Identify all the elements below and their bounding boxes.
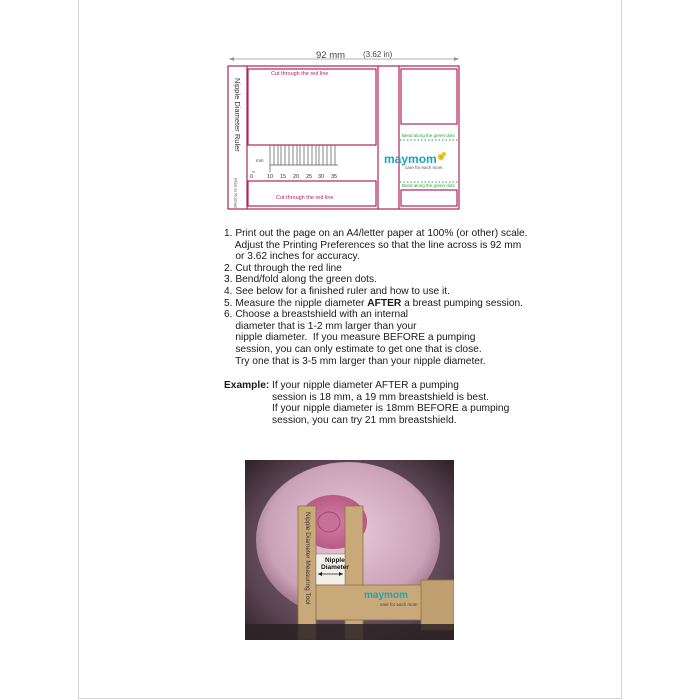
ruler-side-title: Nipple Diameter Ruler (233, 78, 242, 152)
cut-window-bottom (248, 181, 376, 206)
instruction-line-1: 1. Print out the page on an A4/letter paper at 100% (or other) scale. (224, 228, 528, 239)
instruction-line-1c: or 3.62 inches for accuracy. (224, 251, 360, 263)
nipple-shape (318, 512, 340, 532)
tick-label-20: 20 (293, 174, 300, 180)
tool-title-label: Nipple Diameter Measuring Tool (304, 512, 311, 605)
photo-brand-tagline: care for each mom (380, 602, 418, 607)
photo-illustration (245, 460, 454, 640)
example-line-3: If your nipple diameter is 18mm BEFORE a pumping (272, 403, 510, 415)
ruler-scale (252, 145, 338, 172)
width-mm-label: 92 mm (316, 50, 346, 61)
tick-label-25: 25 (306, 174, 313, 180)
dimension-arrow-left (229, 57, 234, 61)
photo-brand-logo: maymom (364, 590, 408, 601)
cut-label-bottom: Cut through the red line (276, 195, 334, 201)
instruction-line-3: 3. Bend/fold along the green dots. (224, 274, 377, 286)
cut-window-top (248, 69, 376, 145)
width-inch-label: (3.62 in) (363, 50, 393, 59)
ruler-brand-tagline: care for each mom (405, 165, 443, 170)
example-label: Example: (224, 380, 270, 391)
flap-window-bottom (401, 190, 457, 206)
tick-label-10: 10 (267, 174, 274, 180)
cut-label-top: Cut through the red line (271, 71, 329, 77)
tick-label-30: 30 (318, 174, 325, 180)
tick-label-35: 35 (331, 174, 338, 180)
instruction-line-6b: diameter that is 1-2 mm larger than your (224, 320, 417, 332)
ruler-side-note: Print in Portrait (233, 178, 238, 208)
maymom-logo-flower (438, 152, 446, 160)
nipple-diameter-label: Nipple Diameter (321, 557, 349, 571)
ruler-brand-logo: maymom (384, 152, 437, 166)
flap-window-top (401, 69, 457, 124)
ruler-units: mm (256, 158, 264, 163)
example-line-4: session, you can try 21 mm breastshield. (272, 414, 457, 426)
tool-flap (421, 580, 454, 630)
example-line-1: If your nipple diameter AFTER a pumping (272, 380, 459, 391)
instruction-line-2: 2. Cut through the red line (224, 262, 342, 274)
tick-label-15: 15 (280, 174, 287, 180)
tick-label-0: 0 (250, 174, 254, 180)
instruction-line-5: 5. Measure the nipple diameter AFTER a breast pumping session. (224, 297, 524, 309)
instruction-line-6e: Try one that is 3-5 mm larger than your nipple diameter. (224, 355, 486, 367)
dimension-arrow-right (454, 57, 459, 61)
instruction-line-4: 4. See below for a finished ruler and how to use it. (224, 286, 450, 297)
instruction-line-1b: Adjust the Printing Preferences so that the line across is 92 mm (224, 239, 522, 251)
bend-label-top: Bend along the green dots (402, 133, 455, 138)
finished-ruler-photo (245, 460, 454, 640)
example-line-2: session is 18 mm, a 19 mm breastshield is best. (272, 391, 489, 403)
bend-label-bottom: Bend along the green dots (402, 183, 455, 188)
instruction-line-6d: session, you can only estimate to get one that is close. (224, 344, 482, 355)
instruction-line-6: 6. Choose a breastshield with an internal (224, 309, 409, 321)
instruction-line-6c: nipple diameter. If you measure BEFORE a pumping (224, 332, 476, 344)
